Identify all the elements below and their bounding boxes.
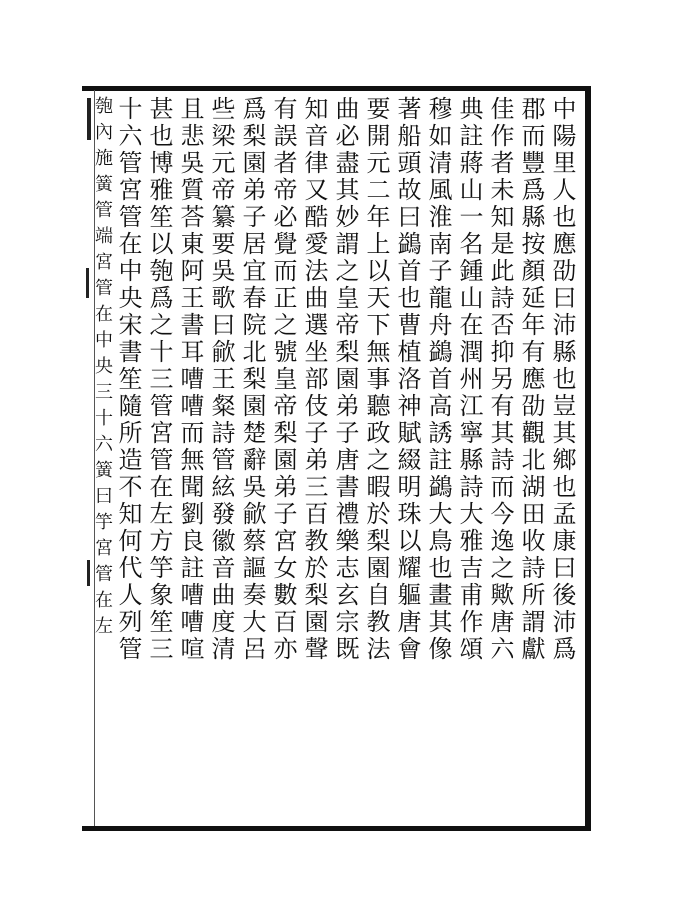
text-column-3: 佳作者未知是此詩否抑另有其詩而今逸之歟唐六: [486, 96, 514, 663]
text-column-9: 知音律又酷愛法曲選坐部伎子弟三百教於梨園聲: [300, 96, 328, 663]
text-column-11: 爲梨園弟子居宜春院北梨園楚辭吳歈蔡謳奏大呂: [238, 96, 266, 663]
text-column-12: 些梁元帝纂要吳歌曰歈王粲詩管絃發徽音曲度清: [207, 96, 235, 663]
scan-smudge: [87, 98, 91, 140]
text-column-2: 郡而豐爲縣按顏延年有應劭觀北湖田收詩所謂獻: [517, 96, 545, 663]
text-column-10: 有誤者帝必覺而正之號皇帝梨園弟子宮女數百亦: [269, 96, 297, 663]
text-column-14: 甚也博雅笙以匏爲之十三管宮管在左方竽象笙三: [145, 96, 173, 663]
scan-smudge: [86, 268, 89, 298]
scan-smudge: [87, 560, 90, 586]
text-column-13: 且悲吳質荅東阿王書耳嘈嘈而無聞劉良註嘈嘈喧: [176, 96, 204, 663]
text-column-8: 曲必盡其妙謂之皇帝梨園弟子唐書禮樂志玄宗既: [331, 96, 359, 663]
text-column-16: 匏內施簧管端宮管在中央三十六簧曰竽宮管在左: [92, 96, 113, 642]
text-column-7: 要開元二年上以天下無事聽政之暇於梨園自教法: [362, 96, 390, 663]
text-column-6: 著船頭故曰鷁首也曹植洛神賦綴明珠以耀軀唐會: [393, 96, 421, 663]
text-column-1: 中陽里人也應劭曰沛縣也豈其鄉也孟康曰後沛爲: [548, 96, 576, 663]
text-column-5: 穆如清風淮南子龍舟鷁首高誘註鷁大鳥也畫其像: [424, 96, 452, 663]
text-column-4: 典註蔣山一名鍾山在潤州江寧縣詩大雅吉甫作頌: [455, 96, 483, 663]
text-column-15: 十六管宮管在中央宋書笙隨所造不知何代人列管: [114, 96, 142, 663]
